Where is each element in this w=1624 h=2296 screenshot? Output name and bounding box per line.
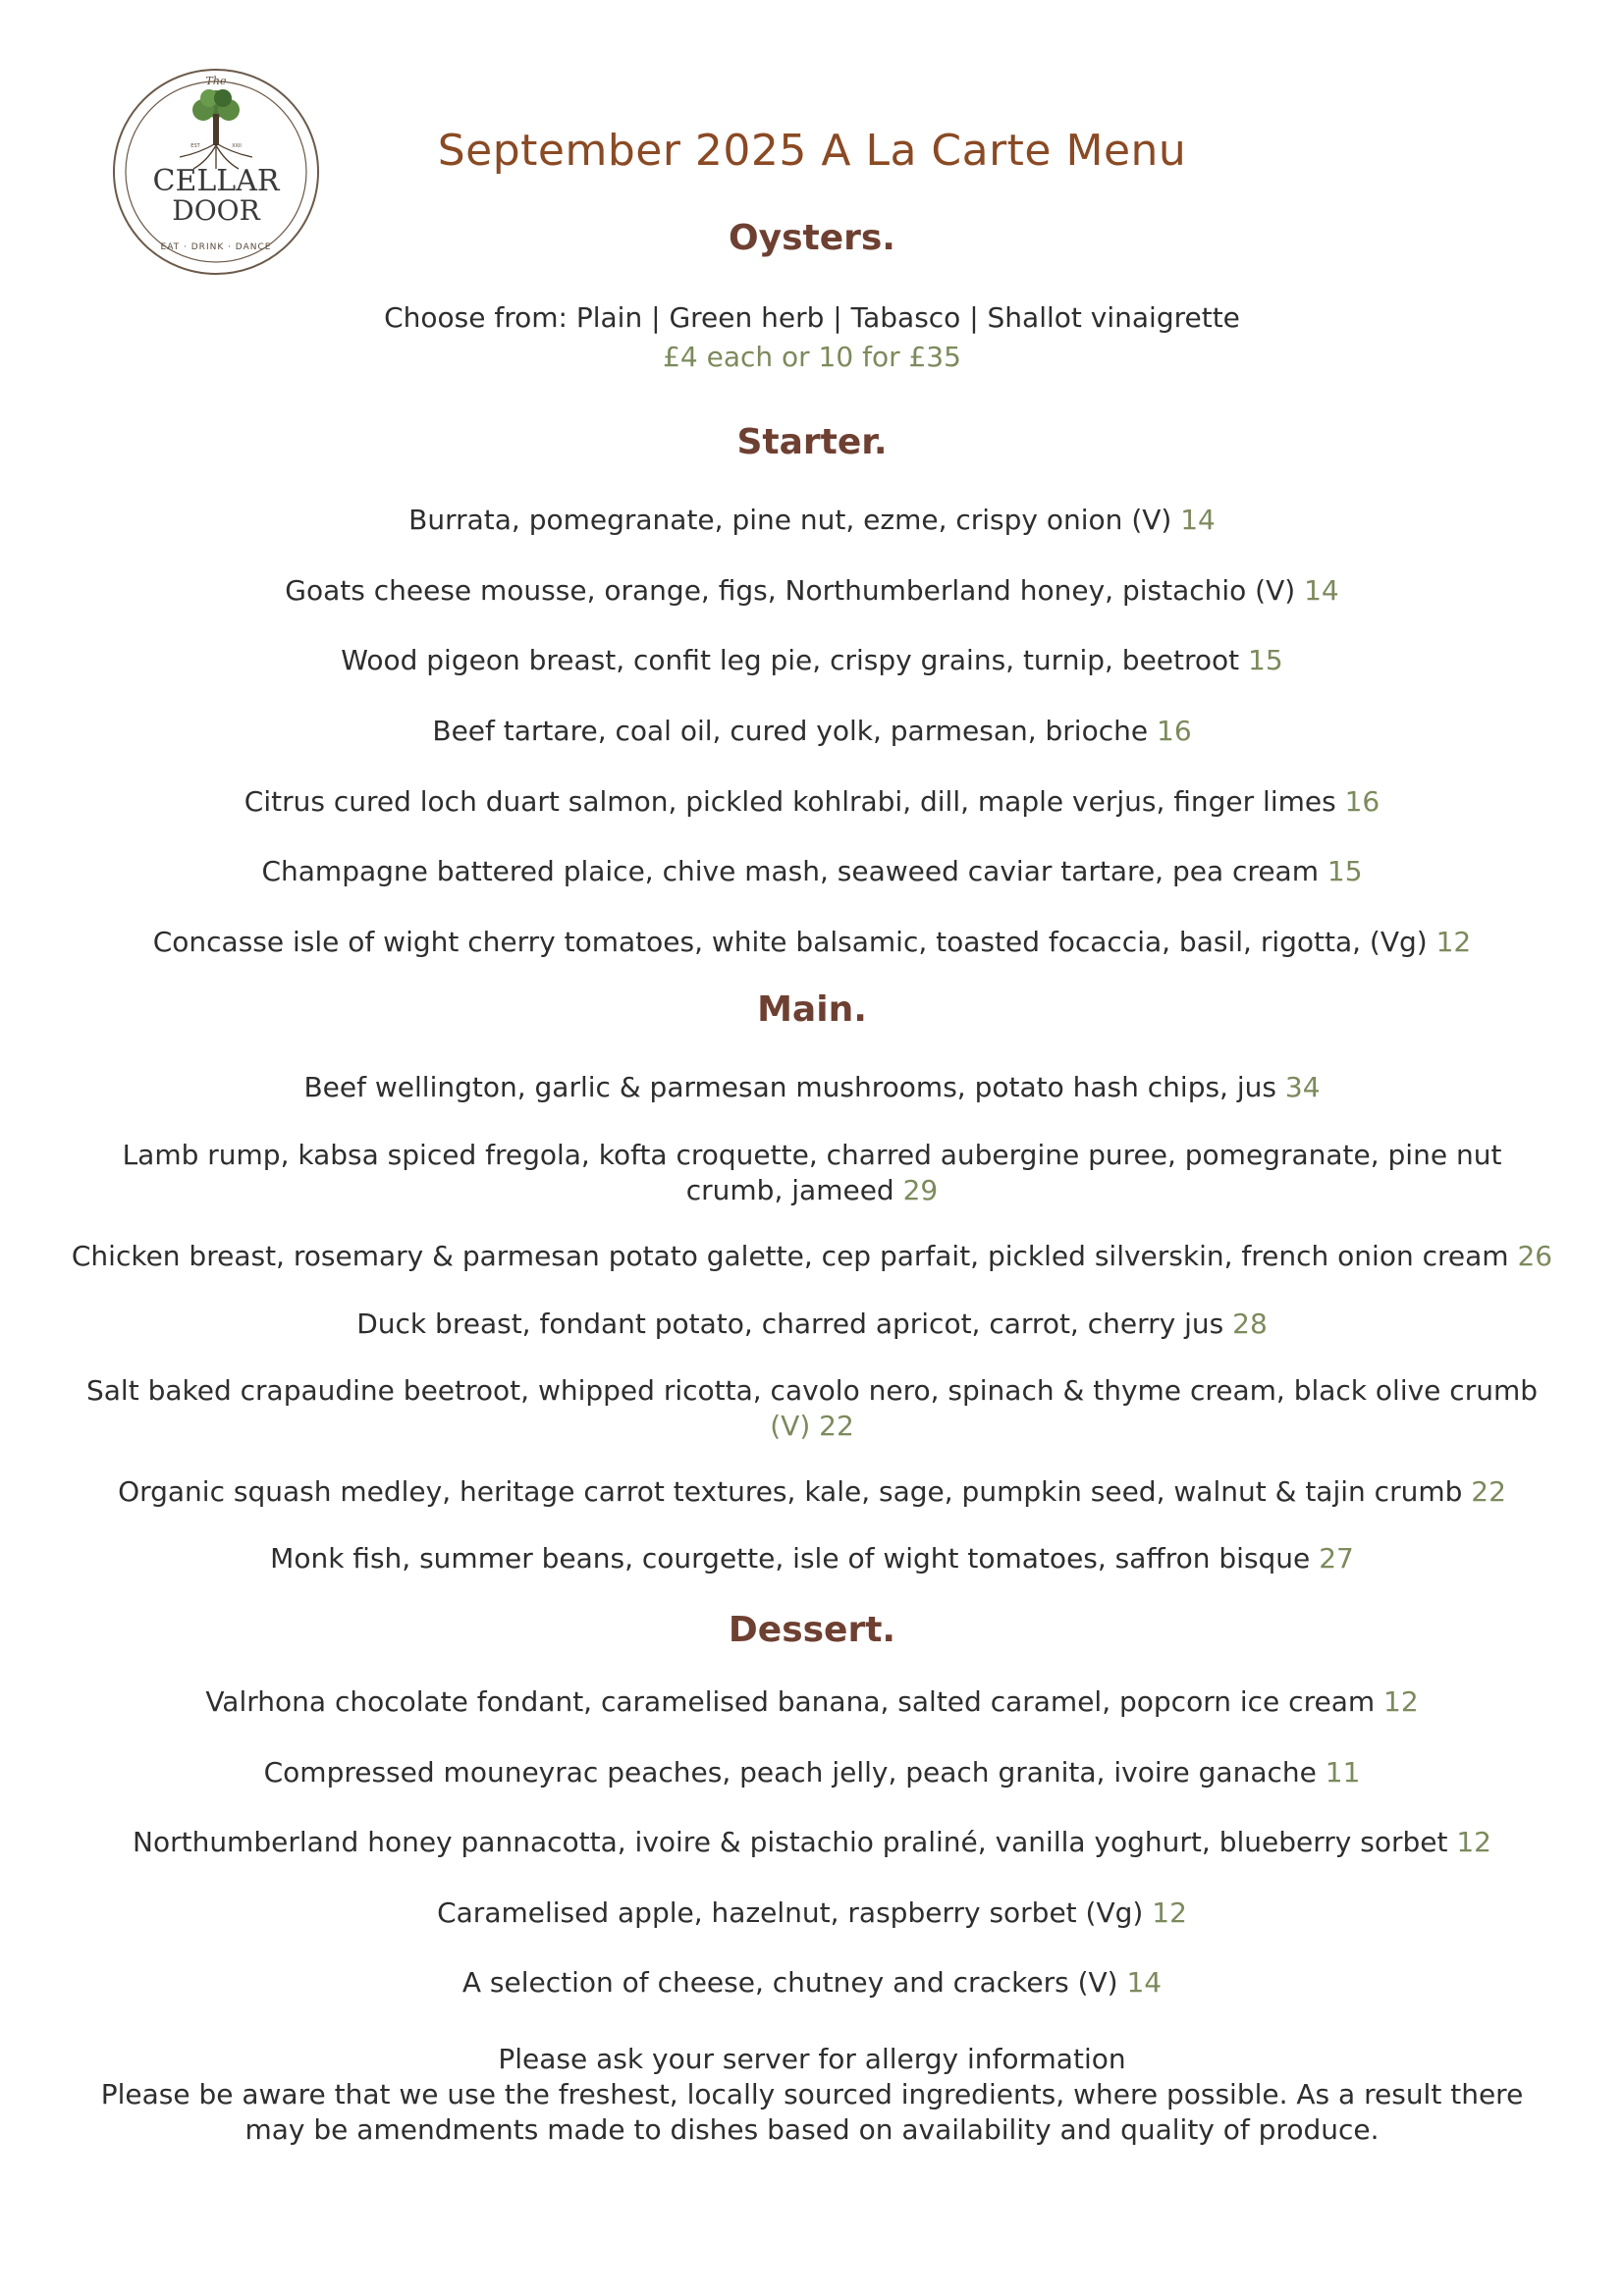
dessert-item — [59, 1896, 1565, 1931]
oysters-price: £4 each or 10 for £35 — [663, 341, 961, 373]
item-text: Valrhona chocolate fondant, caramelised banana, salted caramel, popcorn ice cream — [205, 1685, 1376, 1718]
item-text: Citrus cured loch duart salmon, pickled kohlrabi, dill, maple verjus, finger limes — [244, 785, 1336, 818]
item-price: 15 — [1326, 855, 1363, 887]
item-text: Salt baked crapaudine beetroot, whipped ricotta, cavolo nero, spinach & thyme cream, black olive crumb — [86, 1374, 1538, 1407]
availability-notice: Please be aware that we use the freshest, locally sourced ingredients, where possible. As a result there may be amendments made to dishes based on availability and quality of produce. — [100, 2078, 1524, 2146]
main-item — [59, 1070, 1565, 1105]
main-item — [59, 1474, 1565, 1510]
item-text: Champagne battered plaice, chive mash, seaweed caviar tartare, pea cream — [261, 855, 1319, 887]
main-item — [108, 1138, 1516, 1208]
item-text: A selection of cheese, chutney and crackers (V) — [461, 1966, 1118, 1999]
starter-item — [59, 925, 1565, 960]
item-price: 12 — [1383, 1685, 1419, 1718]
item-price: 12 — [1435, 926, 1472, 958]
item-text: Northumberland honey pannacotta, ivoire & pistachio praliné, vanilla yoghurt, blueberry sorbet — [133, 1826, 1448, 1858]
main-heading: Main. — [757, 989, 867, 1030]
main-item — [59, 1307, 1565, 1342]
starter-item — [59, 503, 1565, 538]
item-text: Concasse isle of wight cherry tomatoes, white balsamic, toasted focaccia, basil, rigotta, (Vg) — [152, 926, 1428, 958]
starter-item — [59, 784, 1565, 820]
allergy-footer — [59, 2042, 1565, 2148]
item-text: Lamb rump, kabsa spiced fregola, kofta croquette, charred aubergine puree, pomegranate, pine nut crumb, jameed — [122, 1139, 1502, 1206]
item-text: Caramelised apple, hazelnut, raspberry sorbet (Vg) — [437, 1896, 1144, 1929]
starter-item — [59, 854, 1565, 889]
item-price: 16 — [1157, 715, 1192, 747]
logo-est-left: EST — [190, 143, 200, 149]
logo-name-line2: DOOR — [172, 194, 260, 227]
logo-est-right: XXII — [232, 143, 242, 149]
item-price: 11 — [1325, 1756, 1361, 1789]
menu-title: September 2025 A La Carte Menu — [437, 126, 1187, 176]
item-text: Beef tartare, coal oil, cured yolk, parmesan, brioche — [432, 715, 1149, 747]
oysters-choose: Choose from: Plain | Green herb | Tabasco | Shallot vinaigrette — [384, 301, 1240, 334]
item-text: Beef wellington, garlic & parmesan mushrooms, potato hash chips, jus — [303, 1071, 1276, 1103]
starter-item — [59, 643, 1565, 678]
starter-section — [0, 422, 1624, 462]
item-text: Goats cheese mousse, orange, figs, Northumberland honey, pistachio (V) — [285, 574, 1296, 607]
item-price: 15 — [1248, 644, 1283, 676]
item-price: 12 — [1152, 1896, 1187, 1929]
item-price: 12 — [1456, 1826, 1491, 1858]
item-text: Chicken breast, rosemary & parmesan potato galette, cep parfait, pickled silverskin, french onion cream — [71, 1240, 1509, 1272]
dessert-item — [59, 1684, 1565, 1720]
item-price: 14 — [1304, 574, 1339, 607]
item-text: Burrata, pomegranate, pine nut, ezme, crispy onion (V) — [408, 504, 1172, 536]
item-price: 22 — [1471, 1475, 1506, 1508]
allergy-notice: Please ask your server for allergy information — [498, 2043, 1126, 2075]
item-text: Duck breast, fondant potato, charred apricot, carrot, cherry jus — [356, 1308, 1224, 1340]
main-section — [0, 989, 1624, 1030]
item-text: Compressed mouneyrac peaches, peach jelly, peach granita, ivoire ganache — [263, 1756, 1317, 1789]
item-price: (V) 22 — [770, 1410, 854, 1442]
logo-tagline: EAT · DRINK · DANCE — [160, 242, 272, 252]
item-price: 27 — [1319, 1542, 1354, 1575]
item-text: Monk fish, summer beans, courgette, isle of wight tomatoes, saffron bisque — [270, 1542, 1311, 1575]
main-item — [59, 1541, 1565, 1576]
item-price: 26 — [1517, 1240, 1553, 1272]
dessert-item — [59, 1825, 1565, 1860]
main-item — [79, 1373, 1545, 1444]
dessert-heading: Dessert. — [728, 1610, 896, 1650]
logo-the-text: The — [205, 75, 227, 87]
starter-item — [59, 573, 1565, 609]
starter-item — [59, 714, 1565, 749]
starter-heading: Starter. — [736, 422, 888, 462]
item-price: 28 — [1232, 1308, 1268, 1340]
item-price: 34 — [1284, 1071, 1321, 1103]
item-price: 29 — [902, 1174, 939, 1206]
main-item — [59, 1239, 1565, 1274]
oysters-section — [0, 218, 1624, 258]
item-text: Organic squash medley, heritage carrot textures, kale, sage, pumpkin seed, walnut & tajin crumb — [118, 1475, 1463, 1508]
dessert-section — [0, 1610, 1624, 1650]
item-price: 14 — [1126, 1966, 1163, 1999]
item-text: Wood pigeon breast, confit leg pie, crispy grains, turnip, beetroot — [341, 644, 1240, 676]
item-price: 14 — [1180, 504, 1216, 536]
oysters-heading: Oysters. — [729, 218, 895, 258]
logo-name-line1: CELLAR — [152, 164, 280, 198]
dessert-item — [59, 1755, 1565, 1790]
dessert-item — [59, 1965, 1565, 2001]
item-price: 16 — [1344, 785, 1380, 818]
